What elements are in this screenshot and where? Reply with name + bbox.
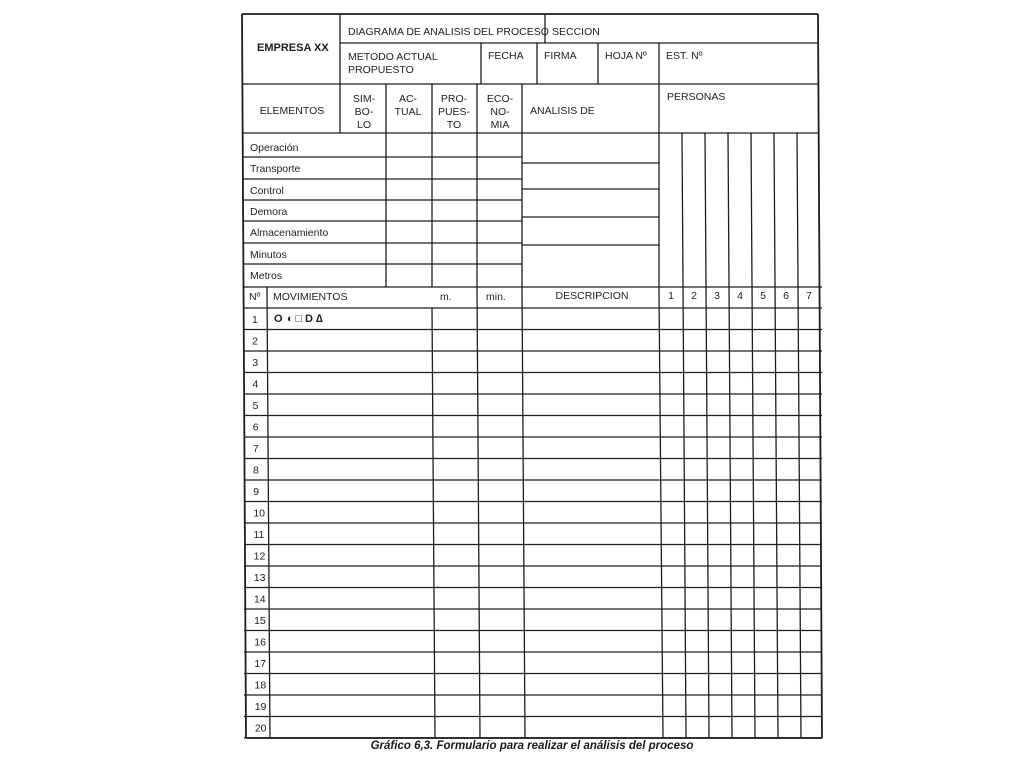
- method-proposed-label: PROPUESTO: [348, 64, 414, 76]
- proposed-header-line-1: PRO-: [440, 93, 468, 105]
- process-symbols-row-1: O ◖ □ D ∆: [274, 313, 323, 325]
- person-number-5: 5: [760, 290, 766, 302]
- row-number-18: 18: [254, 679, 267, 692]
- person-number-3: 3: [714, 290, 720, 302]
- diagram-title: DIAGRAMA DE ANALISIS DEL PROCESO: [348, 26, 549, 38]
- date-label: FECHA: [488, 50, 524, 62]
- row-number-6: 6: [252, 421, 259, 434]
- summary-row-metros: Metros: [250, 270, 283, 282]
- person-number-6: 6: [783, 290, 789, 302]
- elements-label: ELEMENTOS: [259, 105, 325, 117]
- meters-col-header: m.: [440, 291, 452, 303]
- row-number-15: 15: [254, 615, 266, 627]
- figure-caption: Gráfico 6,3. Formulario para realizar el análisis del proceso: [370, 740, 694, 752]
- detail-col-movements: [267, 287, 270, 738]
- row-number-2: 2: [252, 335, 258, 348]
- detail-row-numbers: [252, 314, 267, 735]
- symbol-header-line-1: SIM-: [352, 93, 376, 105]
- economy-header-line-2: NO-: [490, 106, 510, 118]
- persons-left-line: [659, 292, 663, 738]
- section-label: SECCION: [552, 26, 600, 38]
- actual-header-line-1: AC-: [398, 93, 418, 105]
- persons-col-line-3: [728, 133, 732, 738]
- row-number-10: 10: [253, 507, 266, 520]
- analysis-label: ANALISIS DE: [530, 105, 595, 117]
- summary-row-demora: Demora: [250, 206, 288, 218]
- row-number-4: 4: [252, 378, 259, 391]
- persons-col-line-1: [682, 133, 686, 738]
- company-name: EMPRESA XX: [257, 42, 329, 54]
- person-number-7: 7: [806, 290, 812, 302]
- person-number-2: 2: [691, 290, 697, 302]
- detail-col-description: [522, 287, 525, 738]
- row-number-17: 17: [254, 658, 267, 670]
- person-number-headers: [668, 290, 812, 302]
- person-number-4: 4: [737, 290, 743, 302]
- row-number-19: 19: [254, 701, 267, 713]
- row-number-16: 16: [254, 636, 266, 649]
- row-number-8: 8: [253, 464, 259, 477]
- person-number-1: 1: [668, 290, 674, 302]
- summary-row-transporte: Transporte: [250, 163, 301, 175]
- row-number-9: 9: [253, 486, 260, 498]
- persons-col-line-6: [797, 133, 801, 738]
- persons-col-line-5: [774, 133, 778, 738]
- summary-row-control: Control: [250, 185, 284, 197]
- persons-col-line-2: [705, 133, 709, 738]
- number-col-header: Nº: [249, 291, 261, 303]
- proposed-header-line-3: TO: [446, 119, 462, 131]
- row-number-3: 3: [252, 357, 259, 369]
- economy-header-line-3: MIA: [490, 119, 510, 131]
- symbol-header-line-2: BO-: [354, 106, 374, 118]
- proposed-header-line-2: PUES-: [437, 106, 471, 118]
- row-number-1: 1: [252, 314, 258, 326]
- sheet-number-label: HOJA Nº: [605, 50, 647, 62]
- description-col-header: DESCRIPCION: [555, 290, 629, 302]
- row-number-14: 14: [253, 593, 266, 606]
- border-right: [818, 14, 822, 738]
- row-number-11: 11: [253, 529, 265, 541]
- signature-label: FIRMA: [544, 50, 577, 62]
- persons-label: PERSONAS: [667, 91, 726, 103]
- summary-row-almacenamiento: Almacenamiento: [250, 227, 329, 239]
- minutes-col-header: min.: [486, 291, 506, 303]
- method-current-label: METODO ACTUAL: [348, 51, 438, 63]
- row-number-20: 20: [254, 722, 267, 735]
- border-left: [242, 14, 246, 738]
- economy-header-line-1: ECO-: [486, 93, 514, 105]
- row-number-7: 7: [252, 443, 259, 455]
- row-number-5: 5: [252, 400, 259, 412]
- actual-header-line-2: TUAL: [394, 106, 422, 118]
- detail-col-minutes: [477, 287, 480, 738]
- row-number-13: 13: [253, 572, 266, 584]
- persons-col-line-4: [751, 133, 755, 738]
- movements-col-header: MOVIMIENTOS: [273, 291, 348, 303]
- row-number-12: 12: [253, 550, 266, 563]
- summary-row-operacion: Operación: [250, 142, 299, 154]
- est-number-label: EST. Nº: [666, 50, 703, 62]
- summary-row-minutos: Minutos: [250, 249, 287, 261]
- form-grid-lines: [242, 14, 822, 738]
- symbol-header-line-3: LO: [356, 119, 372, 131]
